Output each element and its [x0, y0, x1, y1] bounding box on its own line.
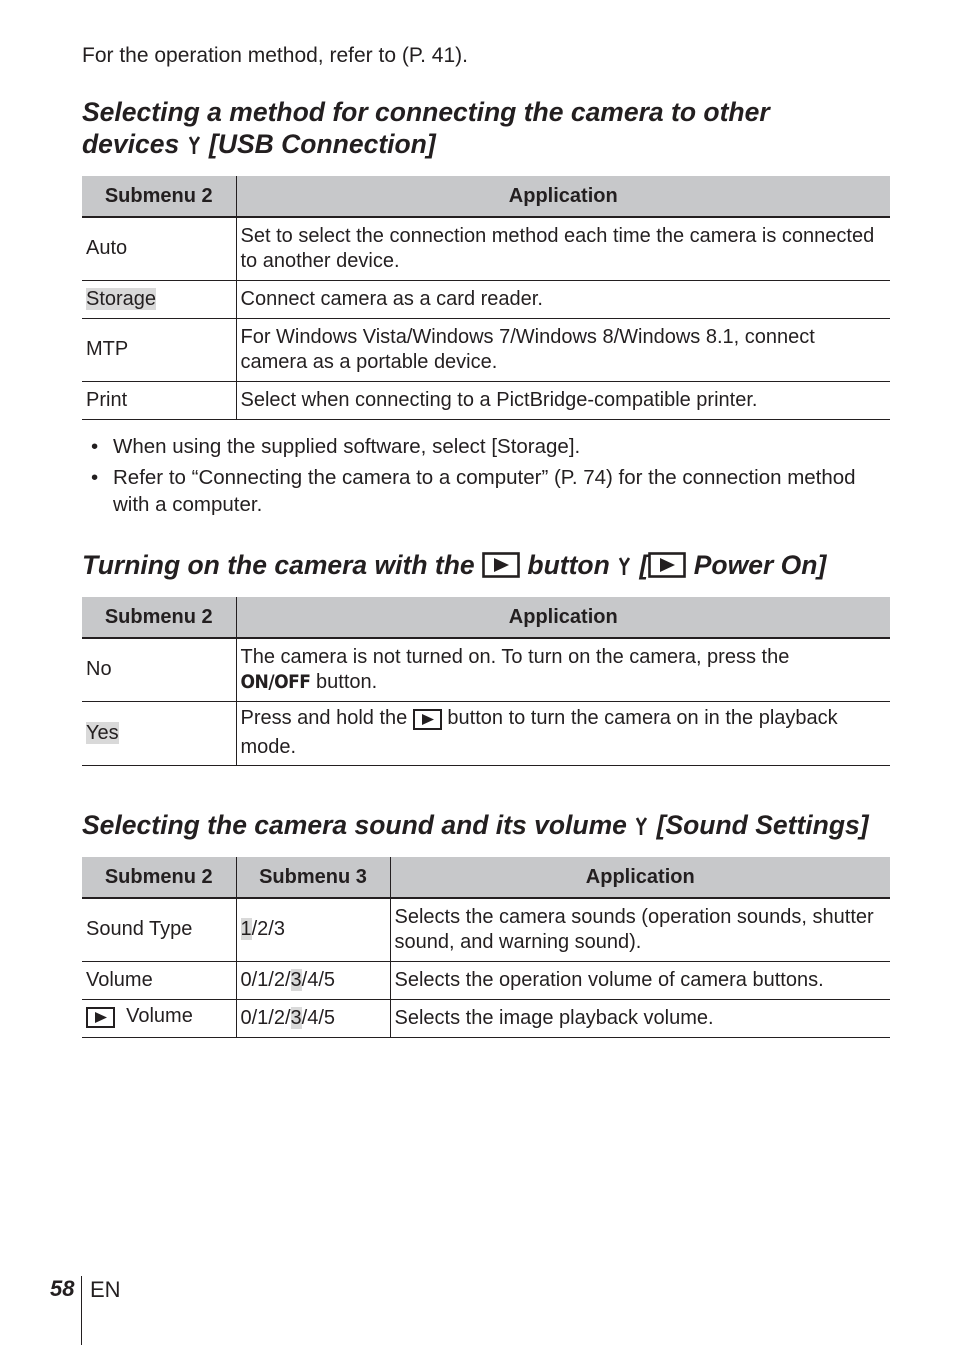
menu-separator-icon	[617, 552, 632, 574]
intro-text: For the operation method, refer to (P. 41).	[82, 44, 468, 67]
list-item: • When using the supplied software, select [Storage].	[91, 435, 581, 458]
table-row	[82, 381, 890, 419]
app-text: The camera is not turned on. To turn on the camera, press the	[240, 645, 790, 668]
application-cell	[236, 638, 890, 701]
list-item: • Refer to “Connecting the camera to a computer” (P. 74) for the connection method with a computer.	[91, 466, 856, 516]
table-row	[82, 318, 890, 381]
application-cell: Selects the operation volume of camera buttons.	[390, 961, 890, 999]
usb-notes-list	[82, 433, 872, 522]
submenu3-cell	[236, 898, 390, 961]
table-row	[82, 961, 890, 999]
default-setting-highlight: 1	[240, 918, 252, 941]
table-row	[82, 280, 890, 318]
default-setting-highlight: Yes	[86, 721, 119, 744]
default-setting-highlight: Storage	[86, 287, 157, 310]
usb-title-menu: [USB Connection]	[209, 129, 436, 159]
application-cell: Set to select the connection method each time the camera is connected to another device.	[236, 217, 890, 280]
submenu-cell: No	[82, 638, 236, 701]
header-submenu3: Submenu 3	[236, 857, 390, 898]
application-cell: Selects the camera sounds (operation sounds, shutter sound, and warning sound).	[390, 898, 890, 961]
application-cell: Selects the image playback volume.	[390, 999, 890, 1037]
sound-title-text: Selecting the camera sound and its volume	[82, 810, 627, 840]
language-label: EN	[90, 1277, 121, 1302]
option-text: /2/3	[251, 918, 285, 941]
table-row	[82, 999, 890, 1037]
table-row	[82, 638, 890, 701]
option-text: 0/1/2/	[240, 1006, 291, 1029]
option-text: /4/5	[301, 968, 336, 991]
header-submenu2: Submenu 2	[82, 176, 236, 217]
power-title-text: [	[639, 550, 649, 580]
header-application: Application	[390, 857, 890, 898]
submenu-cell: Print	[82, 381, 236, 419]
submenu-cell: MTP	[82, 318, 236, 381]
submenu-cell	[82, 280, 236, 318]
usb-connection-table	[82, 176, 890, 420]
note-text: When using the supplied software, select [Storage].	[113, 435, 581, 458]
app-text: button to turn the camera on in the playback mode.	[240, 707, 838, 758]
application-cell	[236, 701, 890, 765]
table-row	[82, 217, 890, 280]
application-cell: Connect camera as a card reader.	[236, 280, 890, 318]
power-title-text: Power On]	[693, 550, 827, 580]
menu-separator-icon	[187, 131, 202, 153]
section-title-usb-connection	[82, 96, 770, 160]
table-header-row	[82, 176, 890, 217]
playback-icon	[482, 552, 520, 585]
section-title-power-on	[82, 549, 826, 585]
submenu2-cell	[82, 999, 236, 1037]
note-text: Refer to “Connecting the camera to a computer” (P. 74) for the connection method with a computer.	[113, 466, 856, 516]
section-title-sound-settings	[82, 809, 869, 841]
playback-icon	[86, 1007, 115, 1033]
table-row	[82, 898, 890, 961]
app-text: button.	[316, 670, 378, 693]
submenu3-cell	[236, 961, 390, 999]
table-row	[82, 701, 890, 765]
header-submenu2: Submenu 2	[82, 857, 236, 898]
power-title-text: Turning on the camera with the	[82, 550, 475, 580]
header-submenu2: Submenu 2	[82, 597, 236, 638]
default-setting-highlight: 3	[290, 1006, 302, 1029]
usb-title-line2: devices	[82, 129, 180, 159]
page-number: 58	[50, 1276, 75, 1301]
power-on-table	[82, 597, 890, 766]
submenu2-cell: Volume	[82, 961, 236, 999]
application-cell: For Windows Vista/Windows 7/Windows 8/Windows 8.1, connect camera as a portable device.	[236, 318, 890, 381]
application-cell: Select when connecting to a PictBridge-compatible printer.	[236, 381, 890, 419]
playback-icon	[413, 709, 442, 735]
submenu-cell	[82, 701, 236, 765]
footer-divider	[81, 1276, 82, 1345]
power-title-text: button	[527, 550, 610, 580]
option-text: 0/1/2/	[240, 968, 291, 991]
app-text: Press and hold the	[240, 707, 408, 729]
table-header-row	[82, 597, 890, 638]
submenu-label: Volume	[126, 1004, 193, 1027]
submenu3-cell	[236, 999, 390, 1037]
sound-title-menu: [Sound Settings]	[656, 810, 869, 840]
header-application: Application	[236, 176, 890, 217]
submenu2-cell: Sound Type	[82, 898, 236, 961]
submenu-cell: Auto	[82, 217, 236, 280]
usb-title-line1: Selecting a method for connecting the camera to other	[82, 97, 770, 127]
onoff-button-label: ON/OFF	[240, 670, 311, 693]
default-setting-highlight: 3	[290, 968, 302, 991]
header-application: Application	[236, 597, 890, 638]
option-text: /4/5	[301, 1006, 336, 1029]
menu-separator-icon	[634, 812, 649, 834]
playback-icon	[648, 552, 686, 585]
sound-settings-table	[82, 857, 890, 1038]
table-header-row	[82, 857, 890, 898]
